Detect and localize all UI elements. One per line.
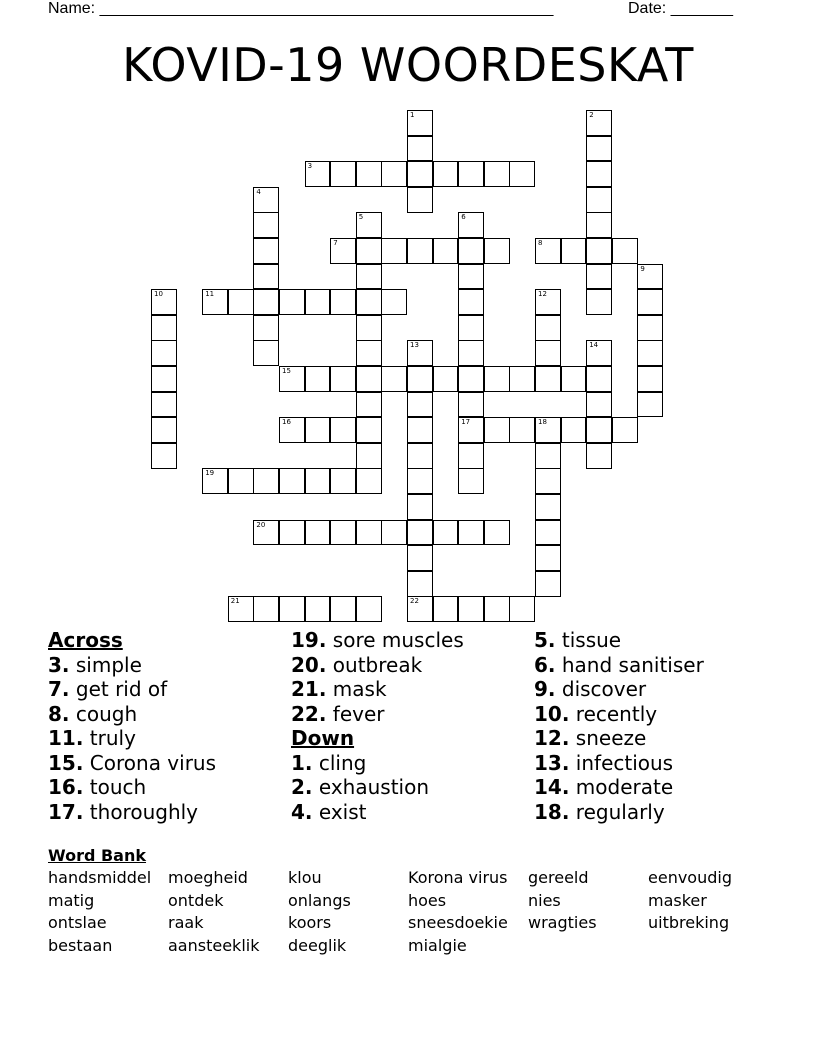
page-title: KOVID-19 WOORDESKAT — [122, 38, 694, 92]
clue-number: 5 — [358, 213, 364, 222]
grid-cell[interactable] — [151, 366, 177, 392]
grid-cell[interactable] — [253, 315, 279, 341]
grid-cell[interactable] — [637, 366, 663, 392]
grid-cell[interactable] — [381, 520, 407, 546]
grid-cell[interactable] — [535, 417, 561, 443]
grid-cell[interactable] — [484, 596, 510, 622]
word-bank-item: sneesdoekie — [408, 913, 508, 932]
grid-cell[interactable] — [458, 289, 484, 315]
clue-number: 9 — [640, 264, 645, 273]
word-bank-item: onlangs — [288, 890, 351, 910]
clue-number: 16 — [282, 418, 291, 427]
grid-cell[interactable] — [433, 520, 459, 546]
grid-cell[interactable] — [381, 289, 407, 315]
grid-cell[interactable] — [433, 596, 459, 622]
clue-number: 21 — [230, 597, 240, 606]
grid-cell[interactable] — [305, 161, 331, 187]
grid-cell[interactable] — [305, 417, 331, 443]
grid-cell[interactable] — [407, 443, 433, 469]
grid-cell[interactable] — [151, 315, 177, 341]
grid-cell[interactable] — [330, 289, 356, 315]
grid-cell[interactable] — [305, 289, 331, 315]
down-heading: Down — [291, 726, 355, 750]
grid-cell[interactable] — [586, 212, 612, 238]
across-heading: Across — [48, 628, 123, 652]
grid-cell[interactable] — [279, 417, 305, 443]
grid-cell[interactable] — [407, 187, 433, 213]
grid-cell[interactable] — [253, 264, 279, 290]
word-bank-title: Word Bank — [48, 846, 147, 865]
clue-down-18: 18. regularly — [534, 799, 665, 824]
clue-number: 7 — [333, 239, 338, 247]
grid-cell[interactable] — [535, 315, 561, 341]
clue-down-6: 6. hand sanitiser — [534, 652, 704, 677]
grid-cell[interactable] — [253, 340, 279, 366]
word-bank-item: nies — [528, 890, 561, 910]
grid-cell[interactable] — [356, 596, 382, 622]
grid-cell[interactable] — [330, 596, 356, 622]
grid-cell[interactable] — [458, 264, 484, 290]
word-bank-item: hoes — [408, 890, 447, 910]
grid-cell[interactable] — [586, 443, 612, 469]
grid-cell[interactable] — [458, 315, 484, 341]
grid-cell[interactable] — [407, 238, 433, 264]
clue-across-15: 15. Corona virus — [48, 750, 217, 775]
clue-number: 20 — [256, 520, 266, 529]
grid-cell[interactable] — [356, 315, 382, 341]
grid-cell[interactable] — [407, 571, 433, 597]
grid-cell[interactable] — [305, 468, 331, 494]
grid-cell[interactable] — [407, 494, 433, 520]
grid-cell[interactable] — [458, 366, 484, 392]
clue-across-3: 3. simple — [48, 652, 142, 677]
grid-cell[interactable] — [458, 212, 484, 238]
grid-cell[interactable] — [253, 468, 279, 494]
clue-number: 18 — [538, 418, 547, 427]
grid-cell[interactable] — [535, 238, 561, 264]
grid-cell[interactable] — [407, 468, 433, 494]
grid-cell[interactable] — [407, 596, 433, 622]
grid-cell[interactable] — [279, 468, 305, 494]
grid-cell[interactable] — [637, 315, 663, 341]
clue-across-7: 7. get rid of — [48, 677, 168, 701]
grid-cell[interactable] — [433, 238, 459, 264]
grid-cell[interactable] — [484, 366, 510, 392]
clue-down-5: 5. tissue — [534, 628, 622, 652]
grid-cell[interactable] — [253, 212, 279, 238]
grid-cell[interactable] — [535, 468, 561, 494]
clue-column-2 — [291, 628, 464, 824]
grid-cell[interactable] — [356, 366, 382, 392]
clue-number: 19 — [205, 469, 215, 478]
grid-cell[interactable] — [381, 161, 407, 187]
grid-cell[interactable] — [535, 494, 561, 520]
grid-cell[interactable] — [330, 417, 356, 443]
clue-across-11: 11. truly — [48, 726, 136, 750]
clue-number: 12 — [538, 290, 547, 299]
grid-cell[interactable] — [433, 366, 459, 392]
word-bank-item: deeglik — [288, 935, 347, 955]
grid-cell[interactable] — [561, 366, 587, 392]
word-bank-item: uitbreking — [648, 913, 730, 932]
grid-cell[interactable] — [356, 443, 382, 469]
grid-cell[interactable] — [253, 187, 279, 213]
grid-cell[interactable] — [586, 161, 612, 187]
clue-across-20: 20. outbreak — [291, 652, 423, 677]
grid-cell[interactable] — [330, 520, 356, 546]
grid-cell[interactable] — [509, 417, 535, 443]
grid-cell[interactable] — [509, 596, 535, 622]
grid-cell[interactable] — [458, 238, 484, 264]
grid-cell[interactable] — [253, 520, 279, 546]
grid-cell[interactable] — [535, 571, 561, 597]
grid-cell[interactable] — [586, 366, 612, 392]
grid-cell[interactable] — [407, 340, 433, 366]
grid-cell[interactable] — [484, 417, 510, 443]
grid-cell[interactable] — [586, 417, 612, 443]
grid-cell[interactable] — [484, 520, 510, 546]
grid-cell[interactable] — [381, 366, 407, 392]
grid-cell[interactable] — [356, 161, 382, 187]
grid-cell[interactable] — [535, 289, 561, 315]
grid-cell[interactable] — [637, 392, 663, 418]
grid-cell[interactable] — [279, 366, 305, 392]
grid-cell[interactable] — [586, 289, 612, 315]
grid-cell[interactable] — [407, 417, 433, 443]
grid-cell[interactable] — [637, 289, 663, 315]
grid-cell[interactable] — [586, 392, 612, 418]
grid-cell[interactable] — [586, 136, 612, 162]
grid-cell[interactable] — [305, 596, 331, 622]
grid-cell[interactable] — [535, 545, 561, 571]
word-bank-item: Korona virus — [408, 868, 508, 887]
grid-cell[interactable] — [330, 366, 356, 392]
clue-down-14: 14. moderate — [534, 775, 674, 799]
clue-number: 2 — [589, 111, 594, 119]
grid-cell[interactable] — [151, 289, 177, 315]
clue-across-22: 22. fever — [291, 701, 385, 726]
clue-down-4: 4. exist — [291, 799, 367, 824]
grid-cell[interactable] — [356, 264, 382, 290]
grid-cell[interactable] — [202, 289, 228, 315]
grid-cell[interactable] — [407, 392, 433, 418]
grid-cell[interactable] — [330, 238, 356, 264]
grid-cell[interactable] — [253, 238, 279, 264]
grid-cell[interactable] — [151, 417, 177, 443]
grid-cell[interactable] — [356, 468, 382, 494]
grid-cell[interactable] — [151, 392, 177, 418]
grid-cell[interactable] — [228, 596, 254, 622]
clue-number: 15 — [282, 367, 291, 375]
clue-across-16: 16. touch — [48, 775, 147, 799]
clue-down-2: 2. exhaustion — [291, 775, 430, 799]
grid-cell[interactable] — [458, 161, 484, 187]
grid-cell[interactable] — [458, 392, 484, 418]
grid-cell[interactable] — [356, 212, 382, 238]
word-bank-item: ontslae — [48, 913, 107, 932]
clue-number: 14 — [589, 341, 599, 350]
clue-column-3 — [534, 628, 704, 824]
grid-cell[interactable] — [509, 366, 535, 392]
word-bank-item: aansteeklik — [168, 935, 260, 955]
word-bank-item: masker — [648, 890, 707, 910]
grid-cell[interactable] — [279, 520, 305, 546]
grid-cell[interactable] — [458, 520, 484, 546]
word-bank-item: koors — [288, 913, 332, 932]
grid-cell[interactable] — [561, 238, 587, 264]
word-bank-item: matig — [48, 890, 95, 910]
grid-cell[interactable] — [535, 443, 561, 469]
word-bank-item: wragties — [528, 913, 597, 932]
grid-cell[interactable] — [356, 340, 382, 366]
grid-cell[interactable] — [305, 520, 331, 546]
grid-cell[interactable] — [637, 264, 663, 290]
grid-cell[interactable] — [356, 417, 382, 443]
clue-across-8: 8. cough — [48, 701, 138, 726]
grid-cell[interactable] — [279, 596, 305, 622]
grid-cell[interactable] — [458, 468, 484, 494]
grid-cell[interactable] — [228, 468, 254, 494]
grid-cell[interactable] — [561, 417, 587, 443]
grid-cell[interactable] — [458, 417, 484, 443]
word-bank-item: gereeld — [528, 868, 589, 887]
grid-cell[interactable] — [484, 238, 510, 264]
grid-cell[interactable] — [484, 161, 510, 187]
date-field-label: Date: _______ — [628, 0, 733, 17]
grid-cell[interactable] — [279, 289, 305, 315]
grid-cell[interactable] — [535, 340, 561, 366]
clue-number: 8 — [538, 239, 543, 247]
grid-cell[interactable] — [458, 340, 484, 366]
grid-cell[interactable] — [637, 340, 663, 366]
grid-cell[interactable] — [356, 392, 382, 418]
grid-cell[interactable] — [407, 161, 433, 187]
clue-number: 11 — [205, 290, 215, 299]
grid-cell[interactable] — [612, 238, 638, 264]
grid-cell[interactable] — [330, 161, 356, 187]
grid-cell[interactable] — [151, 443, 177, 469]
grid-cell[interactable] — [407, 520, 433, 546]
grid-cell[interactable] — [586, 238, 612, 264]
clue-number: 17 — [461, 418, 471, 427]
grid-cell[interactable] — [356, 520, 382, 546]
clue-down-10: 10. recently — [534, 701, 658, 726]
clue-number: 4 — [256, 187, 261, 196]
clue-across-17: 17. thoroughly — [48, 799, 199, 824]
grid-cell[interactable] — [509, 161, 535, 187]
grid-cell[interactable] — [586, 187, 612, 213]
clue-down-12: 12. sneeze — [534, 726, 647, 750]
grid-cell[interactable] — [433, 161, 459, 187]
clue-number: 22 — [410, 597, 419, 606]
word-bank-item: mialgie — [408, 935, 467, 955]
word-bank-item: raak — [168, 913, 204, 932]
word-bank-item: ontdek — [168, 890, 224, 910]
grid-cell[interactable] — [253, 289, 279, 315]
grid-cell[interactable] — [586, 340, 612, 366]
clue-number: 1 — [410, 111, 415, 119]
grid-cell[interactable] — [535, 366, 561, 392]
clue-across-19: 19. sore muscles — [291, 628, 464, 652]
word-bank-item: moegheid — [168, 868, 248, 887]
clue-number: 10 — [154, 290, 163, 299]
grid-cell[interactable] — [253, 596, 279, 622]
grid-cell[interactable] — [356, 289, 382, 315]
grid-cell[interactable] — [535, 520, 561, 546]
grid-cell[interactable] — [612, 417, 638, 443]
clue-number: 3 — [307, 162, 313, 171]
word-bank-item: klou — [288, 868, 322, 887]
clue-number: 6 — [461, 213, 466, 222]
word-bank-item: bestaan — [48, 935, 113, 955]
grid-cell[interactable] — [458, 596, 484, 622]
grid-cell[interactable] — [151, 340, 177, 366]
clue-down-13: 13. infectious — [534, 750, 674, 775]
grid-cell[interactable] — [330, 468, 356, 494]
clue-across-21: 21. mask — [291, 677, 387, 701]
grid-cell[interactable] — [202, 468, 228, 494]
grid-cell[interactable] — [228, 289, 254, 315]
grid-cell[interactable] — [586, 264, 612, 290]
name-field-label: Name: ___________________________________________________ — [48, 0, 554, 17]
grid-cell[interactable] — [586, 110, 612, 136]
clue-column-1 — [48, 628, 216, 824]
grid-cell[interactable] — [407, 366, 433, 392]
grid-cell[interactable] — [305, 366, 331, 392]
clue-down-9: 9. discover — [534, 677, 647, 701]
grid-cell[interactable] — [407, 545, 433, 571]
clue-number: 13 — [410, 341, 419, 350]
word-bank-item: handsmiddel — [48, 868, 152, 887]
grid-cell[interactable] — [458, 443, 484, 469]
grid-cell[interactable] — [407, 110, 433, 136]
grid-cell[interactable] — [381, 238, 407, 264]
word-bank-item: eenvoudig — [648, 868, 732, 887]
clue-down-1: 1. cling — [291, 750, 367, 775]
grid-cell[interactable] — [356, 238, 382, 264]
grid-cell[interactable] — [407, 136, 433, 162]
